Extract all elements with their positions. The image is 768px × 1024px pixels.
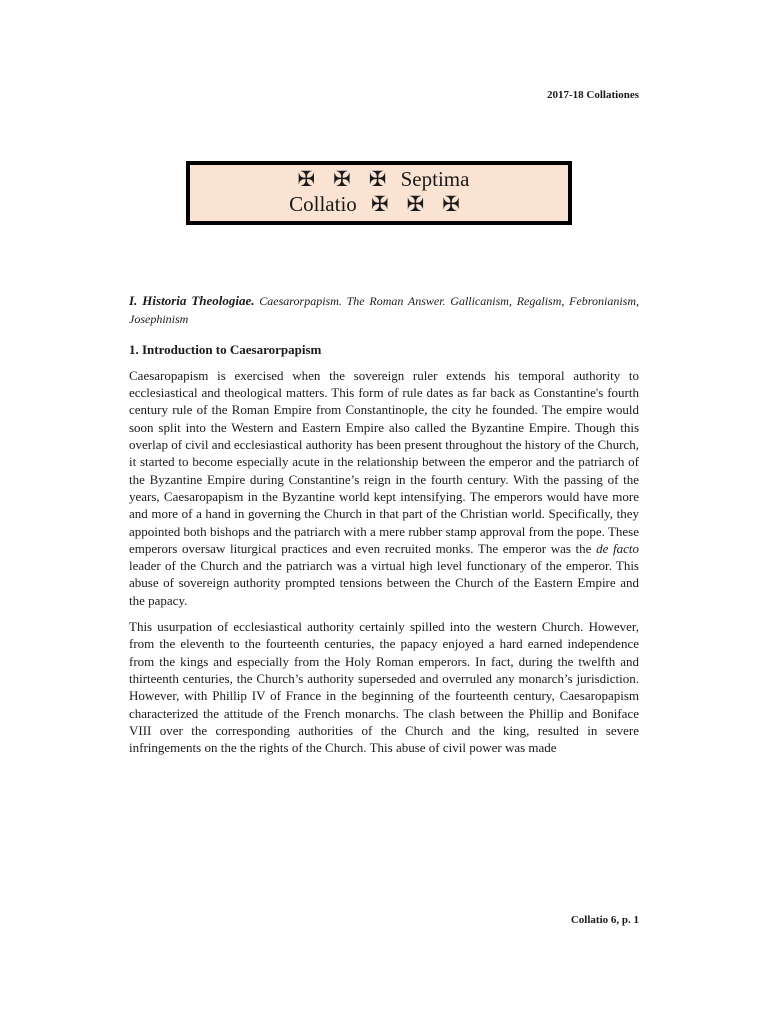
section-heading-title: I. Historia Theologiae. bbox=[129, 293, 255, 308]
section-heading bbox=[129, 292, 639, 329]
maltese-cross-icon: ✠ bbox=[406, 192, 425, 216]
title-line-1 bbox=[190, 167, 568, 192]
maltese-cross-icon: ✠ bbox=[442, 192, 460, 216]
maltese-cross-icon: ✠ bbox=[333, 167, 351, 191]
paragraph: This usurpation of ecclesiastical authority certainly spilled into the western Church. However, from the eleventh to the fourteenth centuries, the papacy enjoyed a hard earned independence from the kings and especially from the Holy Roman emperors. In fact, during the twelfth and thirteenth centuries, the Church’s authority superseded and overruled any monarch’s jurisdiction. However, with Phillip IV of France in the beginning of the fourteenth century, Caesaropapism characterized the attitude of the French monarchs. The clash between the Phillip and Boniface VIII over the corresponding authorities of the Church and the king, resulted in severe infringements on the the rights of the Church. This abuse of civil power was made bbox=[129, 619, 639, 756]
title-word-septima: Septima bbox=[400, 167, 470, 191]
title-line-2 bbox=[190, 192, 568, 217]
title-box bbox=[186, 161, 572, 225]
document-header: 2017-18 Collationes bbox=[547, 89, 639, 101]
paragraph-text: Caesaropapism is exercised when the sovereign ruler extends his temporal authority to ecclesiastical and theological matters. This form of rule dates as far back as Constantine's fourth century rule of the Roman Empire from Constantinople, the city he founded. The empire would soon split into the Western and Eastern Empire also called the Byzantine Empire. Though this overlap of civil and ecclesiastical authority has been present throughout the history of the Church, it started to become especially acute in the relationship between the emperor and the patriarch of the Byzantine Empire during Constantine’s reign in the fourth century. With the passing of the years, Caesaropapism in the Byzantine world kept intensifying. The emperors would have more and more of a hand in governing the Church in that part of the Christian world. Specifically, they appointed both bishops and the patriarch with a mere rubber stamp approval from the pope. These emperors oversaw liturgical practices and even recruited monks. The emperor was the bbox=[129, 367, 639, 556]
subsection-heading: 1. Introduction to Caesarorpapism bbox=[129, 341, 322, 357]
maltese-cross-icon: ✠ bbox=[368, 167, 387, 191]
paragraph bbox=[129, 367, 639, 609]
title-word-collatio: Collatio bbox=[289, 192, 357, 216]
maltese-cross-icon: ✠ bbox=[297, 167, 316, 191]
paragraph-text: leader of the Church and the patriarch was a virtual high level functionary of the emperor. This abuse of sovereign authority prompted tensions between the Church of the Eastern Empire and the papacy. bbox=[129, 558, 639, 608]
section-heading-topics: Caesarorpapism. The Roman Answer. Gallicanism, Regalism, Febronianism, Josephinism bbox=[129, 294, 639, 327]
maltese-cross-icon: ✠ bbox=[371, 192, 389, 216]
document-body bbox=[129, 292, 639, 765]
paragraph-italic-text: de facto bbox=[596, 540, 639, 556]
page-footer: Collatio 6, p. 1 bbox=[570, 914, 639, 926]
